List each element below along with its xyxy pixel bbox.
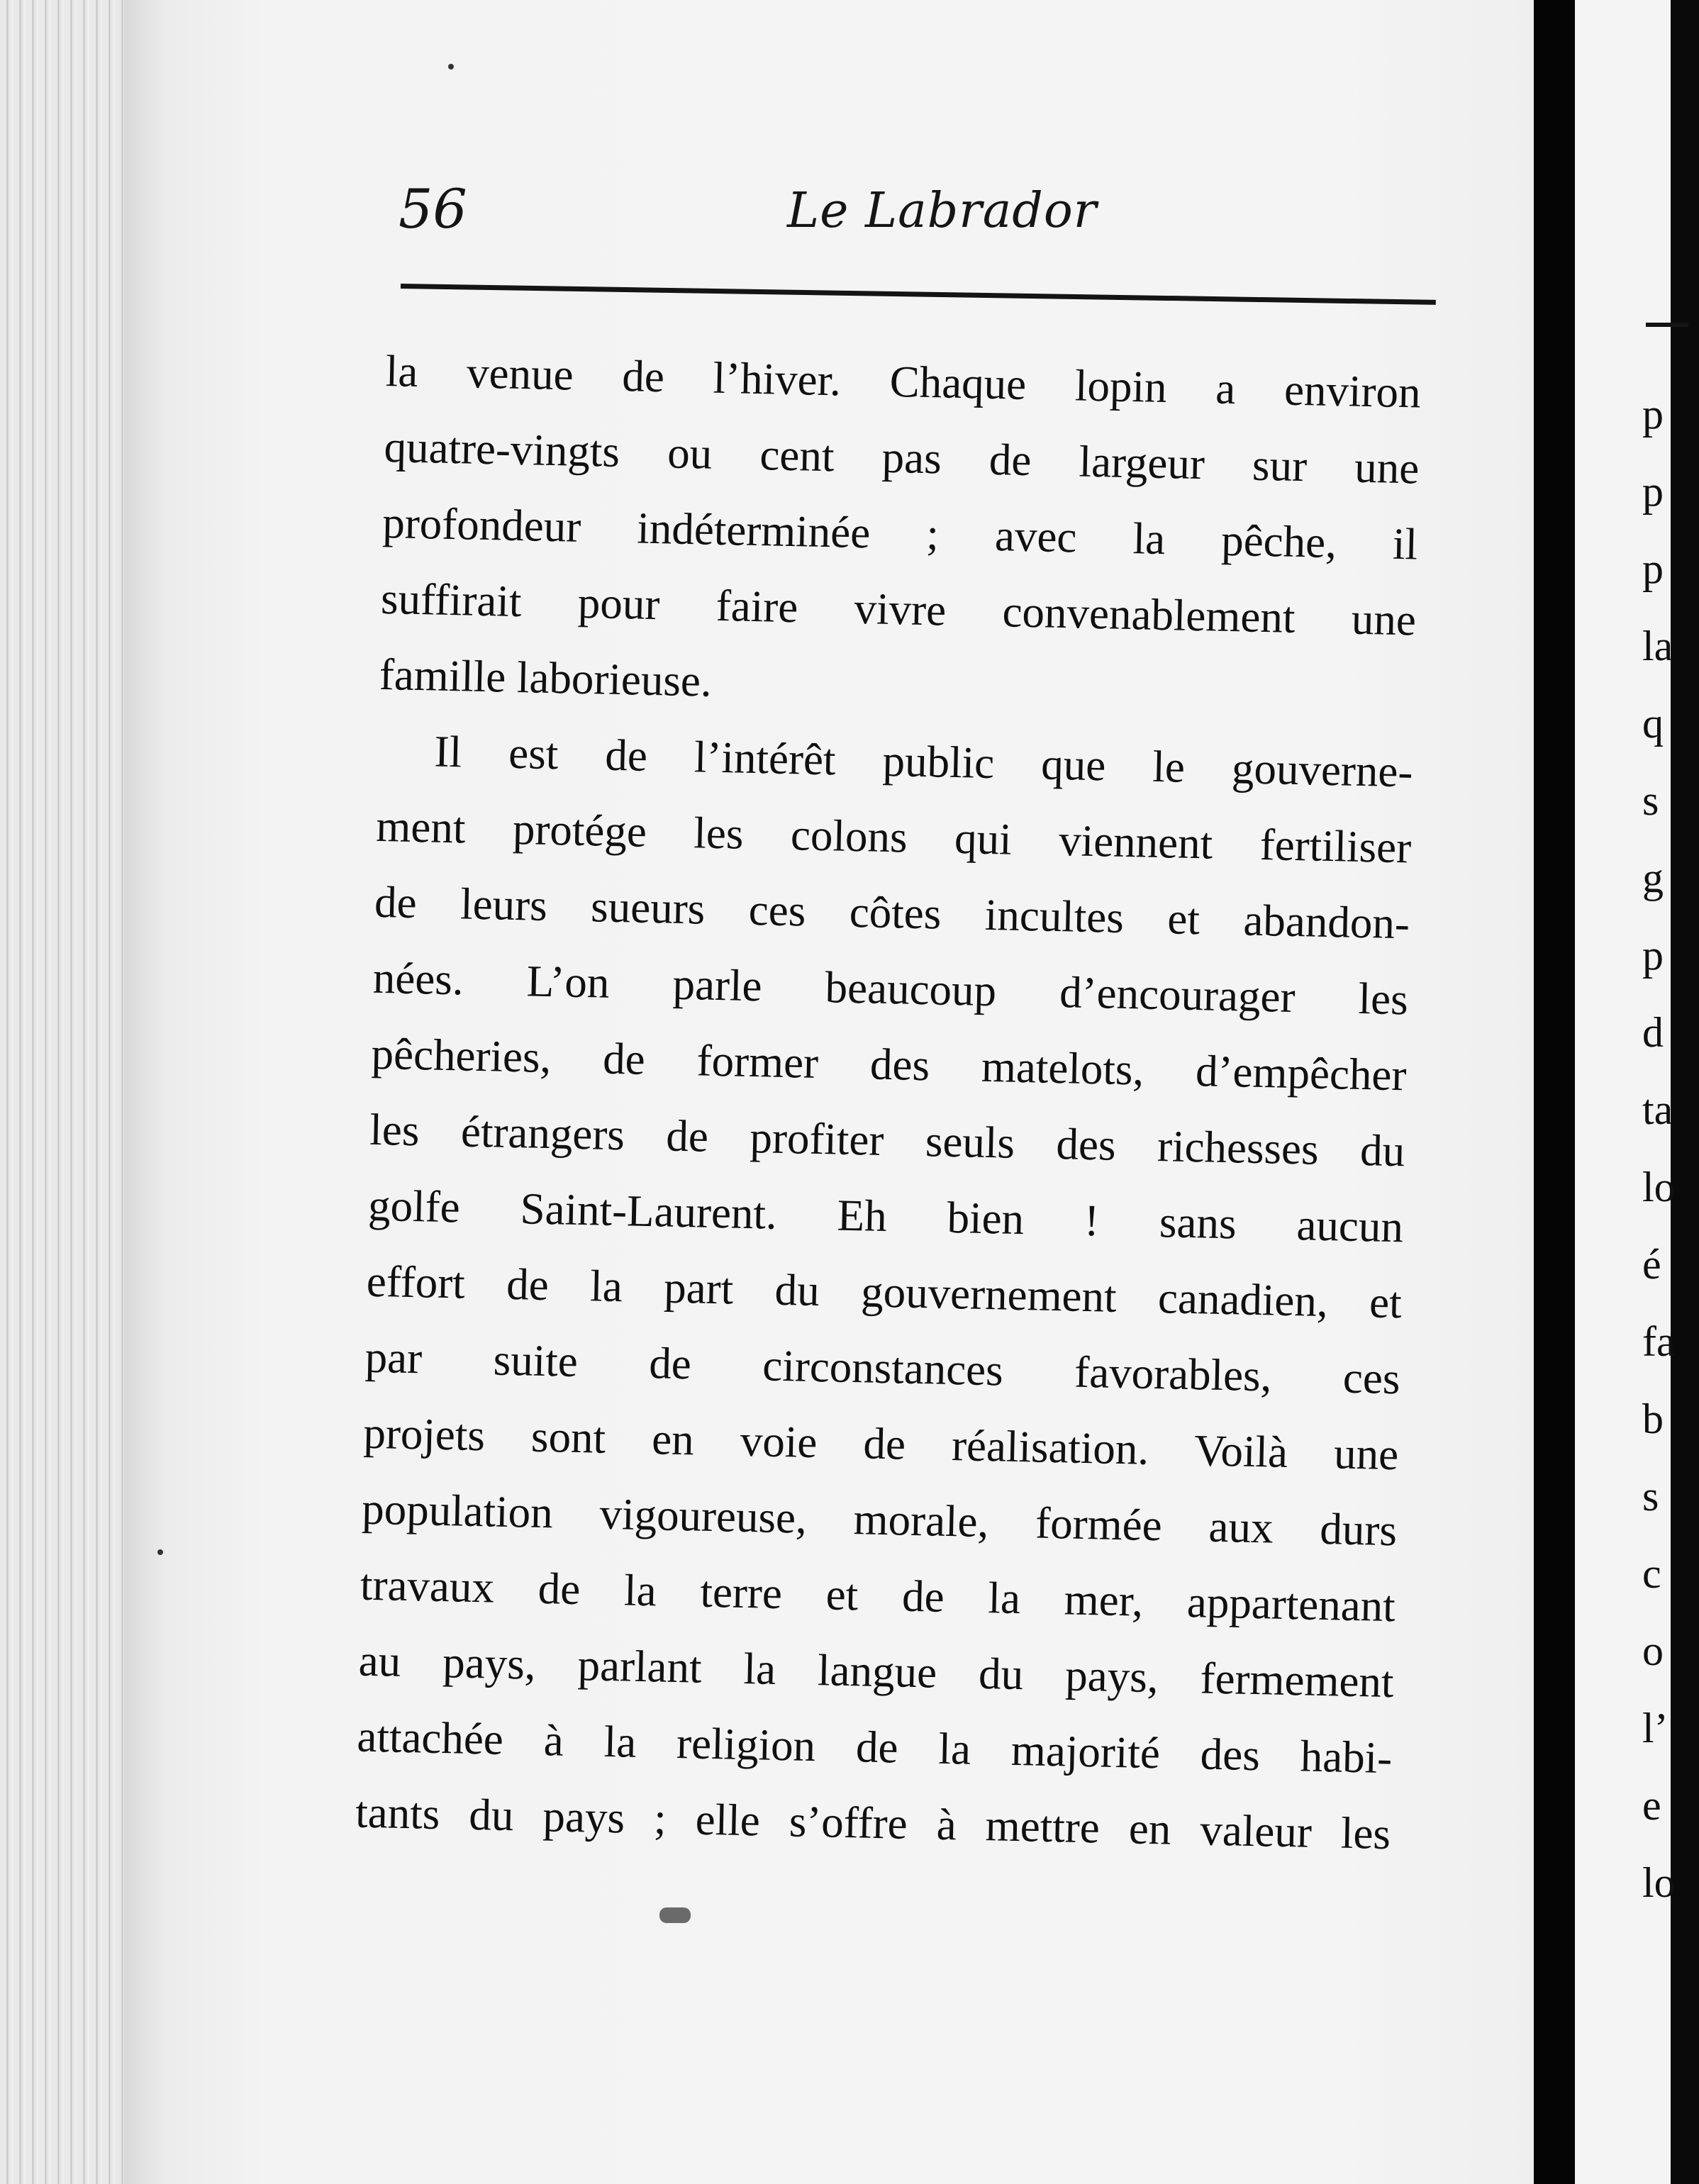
scan-speck — [659, 1907, 691, 1923]
facing-line: s — [1642, 1473, 1659, 1520]
facing-line: l’ — [1642, 1705, 1669, 1751]
text-line: suffirait pour faire vivre convenablement une — [380, 573, 1417, 645]
facing-line: p — [1642, 545, 1664, 592]
text-line: nées. L’on parle beaucoup d’encourager les — [372, 952, 1409, 1025]
text-line: de leurs sueurs ces côtes incultes et abandon- — [374, 876, 1410, 949]
facing-page — [1575, 0, 1676, 2184]
text-line: attachée à la religion de la majorité des habi- — [356, 1711, 1393, 1783]
facing-line: o — [1642, 1627, 1664, 1674]
scan-speck — [448, 64, 454, 69]
facing-line: p — [1642, 468, 1664, 515]
text-line: les étrangers de profiter seuls des richesses du — [369, 1104, 1405, 1176]
facing-line: lo — [1642, 1164, 1676, 1210]
text-line: par suite de circonstances favorables, ces — [364, 1332, 1401, 1404]
text-line: population vigoureuse, morale, formée aux durs — [361, 1483, 1398, 1556]
text-line: la venue de l’hiver. Chaque lopin a environ — [385, 345, 1422, 418]
text-line: au pays, parlant la langue du pays, fermement — [358, 1635, 1395, 1707]
facing-line: la — [1642, 623, 1673, 669]
facing-header-rule — [1646, 323, 1688, 327]
text-line: golfe Saint-Laurent. Eh bien ! sans aucun — [367, 1180, 1404, 1252]
text-line: pêcheries, de former des matelots, d’empêcher — [370, 1028, 1408, 1101]
text-line: ment protége les colons qui viennent fertiliser — [375, 801, 1412, 873]
facing-line: p — [1642, 932, 1664, 979]
text-line: projets sont en voie de réalisation. Voilà une — [362, 1408, 1399, 1480]
facing-line: g — [1642, 854, 1664, 901]
facing-line: q — [1642, 700, 1664, 747]
text-line: famille laborieuse. — [379, 649, 713, 706]
facing-line: e — [1642, 1782, 1661, 1829]
facing-line: c — [1642, 1550, 1661, 1597]
facing-line: é — [1642, 1241, 1661, 1288]
text-line: profondeur indéterminée ; avec la pêche, il — [381, 497, 1418, 569]
scan-speck — [157, 1549, 163, 1555]
text-line: quatre-vingts ou cent pas de largeur sur une — [383, 421, 1420, 494]
body-text — [355, 333, 1421, 1872]
text-line: tants du pays ; elle s’offre à mettre en valeur les — [355, 1787, 1391, 1859]
facing-line: d — [1642, 1009, 1664, 1056]
facing-line: s — [1642, 777, 1659, 824]
running-head — [269, 170, 1461, 255]
facing-line: fa — [1642, 1318, 1676, 1365]
text-line: effort de la part du gouvernement canadien, et — [366, 1256, 1403, 1328]
page-number: 56 — [399, 177, 467, 240]
facing-line: b — [1642, 1395, 1664, 1442]
facing-line: p — [1642, 391, 1664, 438]
facing-line: lo — [1642, 1859, 1676, 1906]
text-line: Il est de l’intérêt public que le gouverne- — [433, 726, 1414, 797]
facing-text — [1642, 376, 1699, 1922]
gutter-shadow — [1534, 0, 1575, 2184]
text-line: travaux de la terre et de la mer, appartenant — [360, 1559, 1396, 1632]
running-title: Le Labrador — [787, 183, 1098, 239]
facing-line: ta — [1642, 1086, 1673, 1133]
